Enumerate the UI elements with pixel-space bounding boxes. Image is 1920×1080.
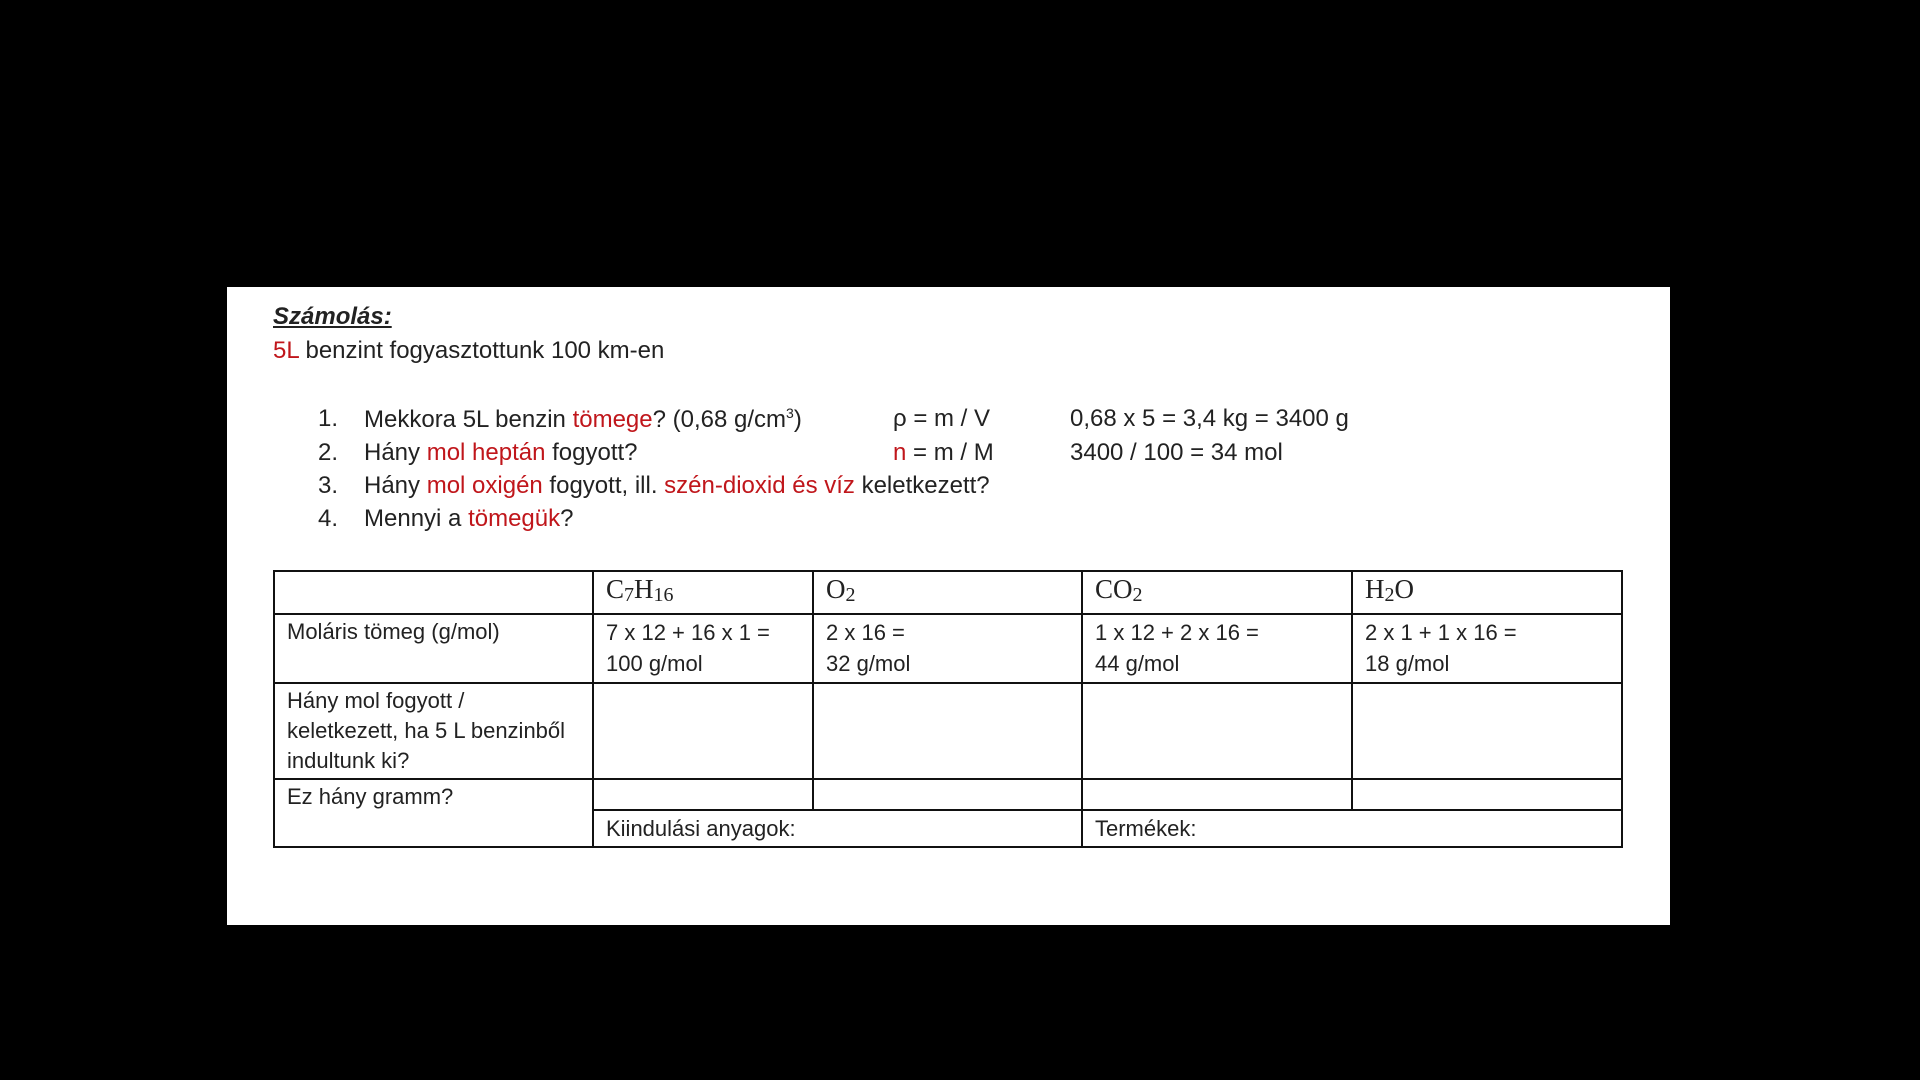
moles-input-cell[interactable] [1352,683,1622,779]
heptane-header [593,571,813,614]
question-text [364,439,638,467]
subscript: 2 [1132,584,1143,606]
text-segment: Mekkora 5L benzin [364,406,573,433]
molar-mass-table [273,570,1623,848]
highlight-text: mol heptán [426,439,546,466]
grams-input-cell[interactable] [813,779,1082,810]
table-row [274,779,1622,810]
grams-input-cell[interactable] [593,779,813,810]
carbon-dioxide-header [1082,571,1352,614]
question-number: 3. [318,472,339,499]
molar-calc: 2 x 16 = [826,620,905,645]
text-segment: = m / V [906,405,991,432]
question-number: 4. [318,505,339,532]
section-heading: Számolás: [273,303,392,330]
question-number: 2. [318,439,339,466]
text-segment: Hány [364,439,427,466]
molar-result: 18 g/mol [1365,651,1450,676]
highlight-text: tömegük [468,505,561,532]
text-segment: O [1394,574,1414,604]
highlight-text: tömege [572,406,653,433]
question-formula [893,439,994,467]
highlight-text: n [893,439,907,466]
highlight-text: szén-dioxid és víz [664,472,855,499]
text-segment: ) [793,406,802,433]
superscript: 3 [786,405,794,421]
question-calculation: 0,68 x 5 = 3,4 kg = 3400 g [1070,405,1349,432]
question-number: 1. [318,405,339,432]
question-text [364,505,573,533]
question-text [364,405,802,434]
moles-label [274,683,593,779]
text-segment: Hány [364,472,427,499]
text-segment: ρ [893,405,907,432]
grams-input-cell[interactable] [1082,779,1352,810]
moles-label-line: keletkezett, ha 5 L benzinből [287,718,566,743]
text-segment: O [826,574,846,604]
subscript: 2 [845,584,856,606]
text-segment: CO [1095,574,1133,604]
question-formula [893,405,990,433]
fuel-amount: 5L [273,337,299,364]
molar-calc: 7 x 12 + 16 x 1 = [606,620,770,645]
molar-result: 100 g/mol [606,651,703,676]
text-segment: = m / M [906,439,994,466]
table-row [274,614,1622,683]
molar-value-cell [813,614,1082,683]
molar-result: 32 g/mol [826,651,911,676]
grams-input-cell[interactable] [1352,779,1622,810]
molar-result: 44 g/mol [1095,651,1180,676]
moles-input-cell[interactable] [1082,683,1352,779]
text-segment: ? (0,68 g/cm [652,406,787,433]
table-row [274,683,1622,779]
molar-value-cell [1082,614,1352,683]
grams-label: Ez hány gramm? [274,779,593,847]
text-segment: C [606,574,625,604]
text-segment: H [1365,574,1385,604]
molar-value-cell [1352,614,1622,683]
text-segment: fogyott, ill. [542,472,665,499]
subscript: 16 [653,584,674,606]
molar-calc: 1 x 12 + 2 x 16 = [1095,620,1259,645]
highlight-text: mol oxigén [426,472,543,499]
question-calculation: 3400 / 100 = 34 mol [1070,439,1283,466]
molar-mass-label: Moláris tömeg (g/mol) [274,614,593,683]
reactants-label: Kiindulási anyagok: [593,810,1082,847]
moles-input-cell[interactable] [813,683,1082,779]
moles-input-cell[interactable] [593,683,813,779]
molar-value-cell [593,614,813,683]
text-segment: fogyott? [545,439,638,466]
moles-label-line: Hány mol fogyott / [287,688,465,713]
products-label: Termékek: [1082,810,1622,847]
subscript: 2 [1384,584,1395,606]
oxygen-header [813,571,1082,614]
text-segment: H [634,574,654,604]
subscript: 7 [624,584,635,606]
worksheet-page [227,287,1670,925]
text-segment: keletkezett? [854,472,990,499]
text-segment: Mennyi a [364,505,469,532]
water-header [1352,571,1622,614]
moles-label-line: indultunk ki? [287,748,410,773]
molar-calc: 2 x 1 + 1 x 16 = [1365,620,1517,645]
intro-text: benzint fogyasztottunk 100 km-en [298,337,665,364]
empty-corner-cell [274,571,593,614]
text-segment: ? [560,505,574,532]
table-header-row [274,571,1622,614]
question-text [364,472,990,500]
intro-line [273,337,664,365]
